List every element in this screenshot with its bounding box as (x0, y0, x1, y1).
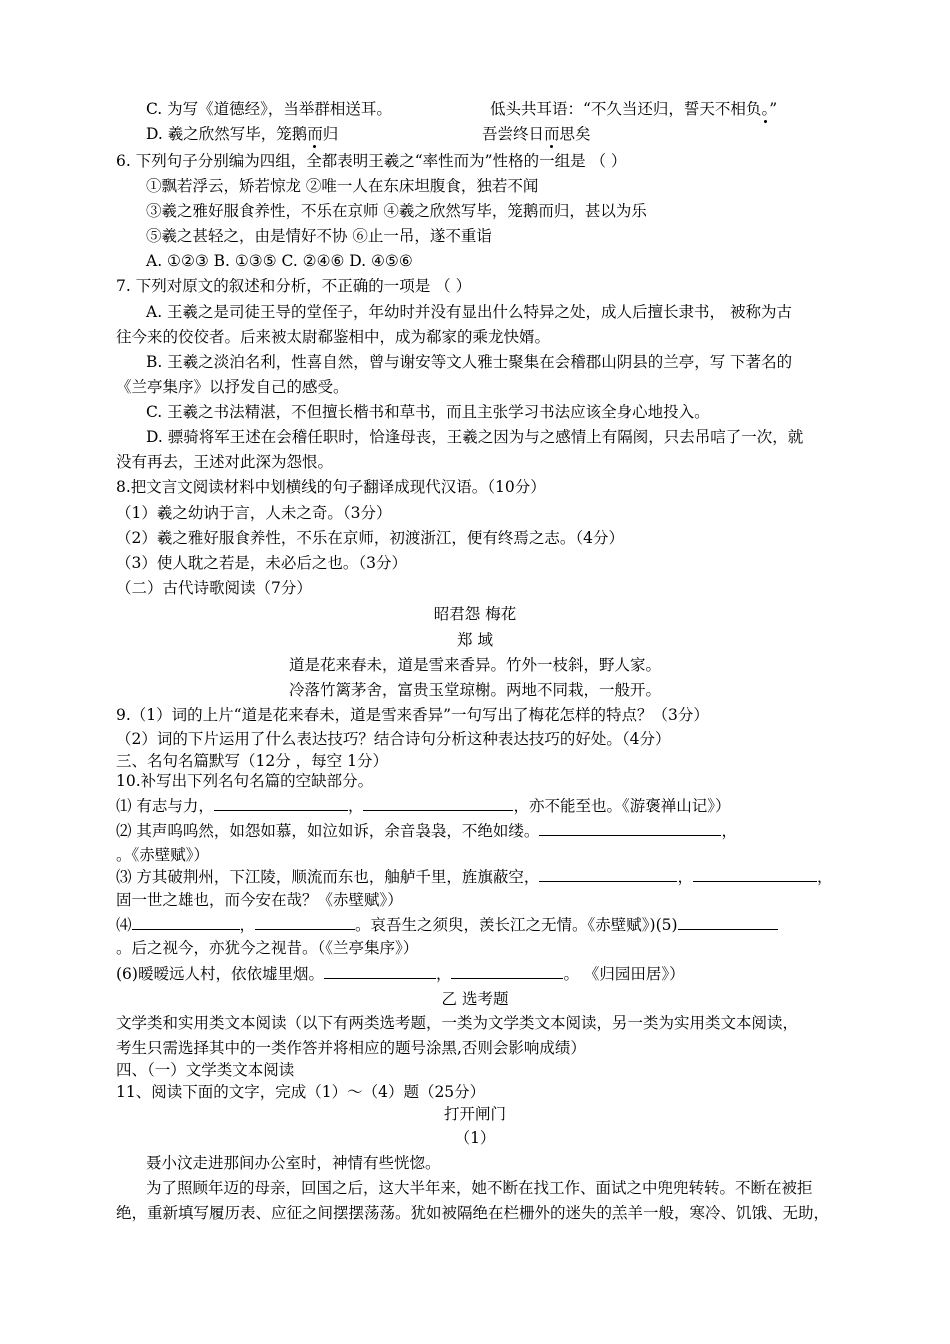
q10-item-3-cont: 固一世之雄也，而今安在哉？《赤壁赋》） (116, 891, 403, 909)
answer-blank[interactable] (324, 963, 436, 979)
q5-option-d-right: 吾尝终日而思矣 (482, 125, 591, 143)
q10-item-5-cont: 。后之视今，亦犹今之视昔。（《兰亭集序》） (116, 939, 419, 957)
q6-line-3: ⑤羲之甚轻之，由是情好不协 ⑥止一吊，遂不重诣 (146, 227, 492, 245)
q6-line-2: ③羲之雅好服食养性，不乐在京师 ④羲之欣然写毕，笼鹅而归，甚以为乐 (146, 202, 647, 220)
story-paragraph-1: 聂小汶走进那间办公室时，神情有些恍惚。 (146, 1154, 441, 1172)
q8-item-1: （1）羲之幼讷于言，人未之奇。（3分） (116, 504, 392, 522)
answer-blank[interactable] (363, 795, 513, 811)
answer-blank[interactable] (539, 866, 677, 882)
q8-item-3: （3）使人耽之若是，未必后之也。（3分） (116, 554, 407, 572)
answer-blank[interactable] (451, 963, 563, 979)
emphasis-dot-char: 。 (761, 100, 770, 118)
poem-line-2: 冷落竹篱茅舍，富贵玉堂琼榭。两地不同栽，一般开。 (288, 681, 661, 699)
elective-note-line1: 文学类和实用类文本阅读（以下有两类选考题，一类为文学类文本阅读，另一类为实用类文本阅读， (116, 1014, 799, 1032)
q7-option-a-line2: 往今来的佼佼者。后来被太尉郗鉴相中，成为郗家的乘龙快婿。 (116, 328, 551, 346)
elective-note-line2: 考生只需选择其中的一类作答并将相应的题号涂黑,否则会影响成绩） (116, 1039, 586, 1057)
q7-stem: 7. 下列对原文的叙述和分析，不正确的一项是 （ ） (116, 277, 472, 295)
answer-blank[interactable] (678, 914, 778, 930)
answer-blank[interactable] (539, 820, 721, 836)
story-part-number: （1） (454, 1129, 496, 1147)
answer-blank[interactable] (693, 866, 817, 882)
section-poetry-heading: （二）古代诗歌阅读（7分） (116, 579, 312, 597)
q9-item-1: 9.（1）词的上片“道是花来春未，道是雪来香异”一句写出了梅花怎样的特点？（3分） (116, 706, 709, 724)
q7-option-b-line2: 《兰亭集序》以抒发自己的感受。 (116, 378, 349, 396)
poem-author: 郑 域 (457, 631, 493, 649)
poem-title: 昭君怨 梅花 (433, 605, 517, 623)
q7-option-d-line1: D. 骠骑将军王述在会稽任职时，恰逢母丧，王羲之因为与之感情上有隔阂，只去吊唁了一次，就 (146, 428, 804, 446)
poem-line-1: 道是花来春未，道是雪来香异。竹外一枝斜，野人家。 (288, 656, 661, 674)
q7-option-c: C. 王羲之书法精湛，不但擅长楷书和草书，而且主张学习书法应该全身心地投入。 (146, 403, 710, 421)
q7-option-d-line2: 没有再去，王述对此深为怨恨。 (116, 453, 334, 471)
q10-item-2-cont: 。《赤壁赋》） (116, 846, 210, 864)
q10-stem: 10.补写出下列名句名篇的空缺部分。 (116, 772, 374, 790)
emphasis-dot-char: 而 (544, 125, 560, 143)
section-literary-heading: 四、（一）文学类文本阅读 (116, 1061, 295, 1079)
q6-options: A. ①②③ B. ①③⑤ C. ②④⑥ D. ④⑤⑥ (146, 252, 413, 270)
answer-blank[interactable] (255, 914, 355, 930)
q7-option-a-line1: A. 王羲之是司徒王导的堂侄子，年幼时并没有显出什么特异之处，成人后擅长隶书， 被称为古 (146, 303, 792, 321)
q11-stem: 11、阅读下面的文字，完成（1）～（4）题（25分） (116, 1083, 486, 1101)
q5-option-c-right: 低头共耳语：“不久当还归，誓天不相负。” (490, 100, 778, 118)
q10-item-2: ⑵ 其声呜呜然，如怨如慕，如泣如诉，余音袅袅，不绝如缕。 ， (116, 822, 737, 840)
q9-item-2: （2）词的下片运用了什么表达技巧？结合诗句分析这种表达技巧的好处。（4分） (116, 730, 671, 748)
q6-stem: 6. 下列句子分别编为四组，全都表明王羲之“率性而为”性格的一组是 （ ） (116, 152, 627, 170)
q5-option-c-left: C. 为写《道德经》，当举群相送耳。 (146, 100, 392, 118)
q10-item-1: ⑴ 有志与力， ， ，亦不能至也。《游褒禅山记》） (116, 797, 731, 815)
q7-option-b-line1: B. 王羲之淡泊名利，性喜自然，曾与谢安等文人雅士聚集在会稽郡山阴县的兰亭，写 下著名的 (146, 353, 793, 371)
q5-option-d: D. 羲之欣然写毕，笼鹅而归 (146, 125, 339, 143)
q5-option-c (146, 99, 392, 119)
section-recitation-heading: 三、名句名篇默写（12分 ，每空 1分） (116, 752, 388, 770)
q8-item-2: （2）羲之雅好服食养性，不乐在京师，初渡浙江，便有终焉之志。（4分） (116, 529, 624, 547)
story-title: 打开闸门 (443, 1105, 506, 1123)
story-paragraph-2-line2: 绝，重新填写履历表、应征之间摆摆荡荡。犹如被隔绝在栏栅外的迷失的羔羊一般，寒冷、饥饿、无助， (116, 1204, 830, 1222)
answer-blank[interactable] (132, 914, 240, 930)
q10-item-3: ⑶ 方其破荆州，下江陵，顺流而东也，舳舻千里，旌旗蔽空， ， ， (116, 868, 833, 886)
q6-line-1: ①飘若浮云，矫若惊龙 ②唯一人在东床坦腹食，独若不闻 (146, 177, 539, 195)
q10-item-6: (6)暧暧远人村，依依墟里烟。 ， 。 《归园田居》） (116, 965, 685, 983)
emphasis-dot-char: 而 (307, 125, 323, 143)
q8-stem: 8.把文言文阅读材料中划横线的句子翻译成现代汉语。（10分） (116, 478, 546, 496)
story-paragraph-2-line1: 为了照顾年迈的母亲，回国之后，这大半年来，她不断在找工作、面试之中兜兜转转。不断在被拒 (146, 1179, 813, 1197)
section-elective-heading: 乙 选考题 (441, 990, 509, 1008)
q10-item-4: ⑷ ， 。哀吾生之须臾，羡长江之无情。《赤壁赋》)(5) (116, 914, 778, 935)
answer-blank[interactable] (214, 795, 348, 811)
